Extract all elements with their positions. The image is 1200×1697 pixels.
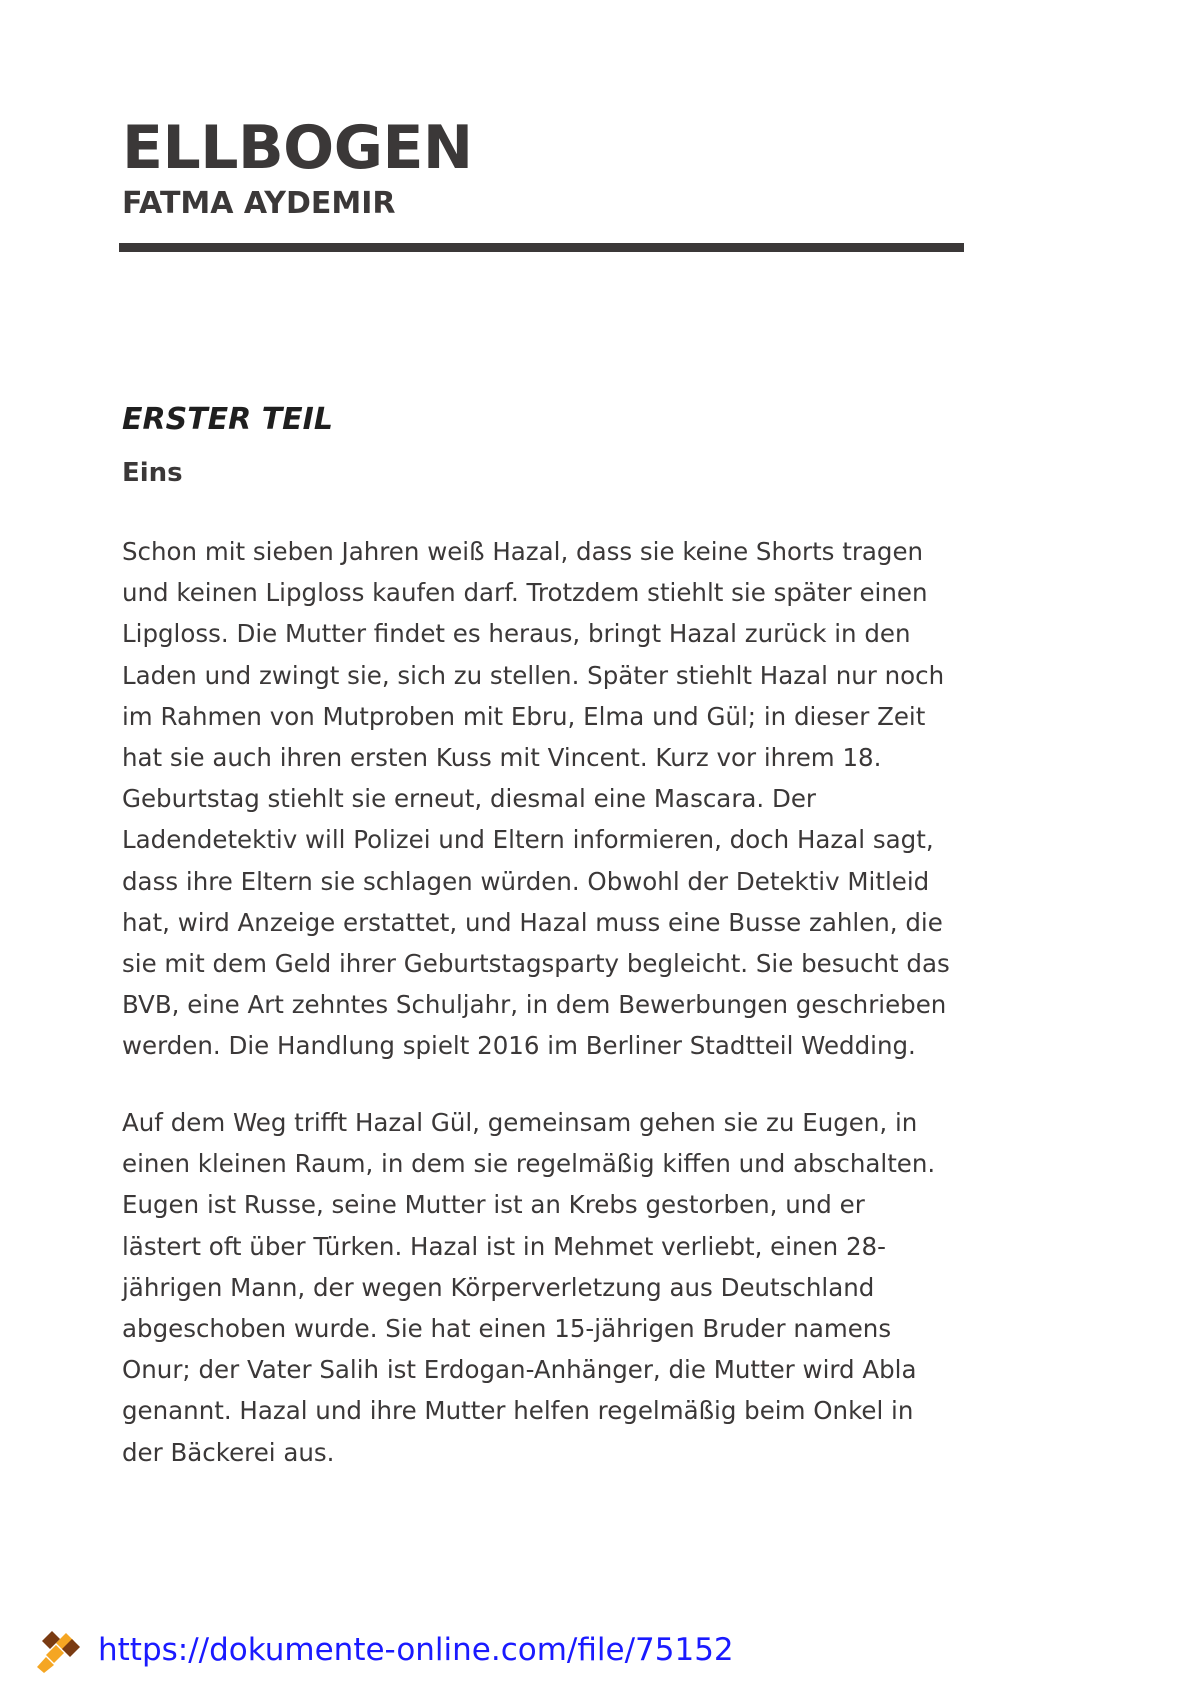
part-heading: ERSTER TEIL bbox=[122, 402, 333, 437]
source-footer bbox=[34, 1627, 734, 1673]
chapter-heading: Eins bbox=[122, 458, 183, 488]
document-title: ELLBOGEN bbox=[122, 113, 473, 183]
body-paragraph: Auf dem Weg trifft Hazal Gül, gemeinsam gehen sie zu Eugen, in einen kleinen Raum, in dem sie regelmäßig kiffen und abschalten. Eugen ist Russe, seine Mutter ist an Krebs gestorben, und er lästert oft über Türken. Hazal ist in Mehmet verliebt, einen 28- jährigen Mann, der wegen Körperverletzung aus Deutschland abgeschoben wurde. Sie hat einen 15-jährigen Bruder namens Onur; der Vater Salih ist Erdogan-Anhänger, die Mutter wird Abla genannt. Hazal und ihre Mutter helfen regelmäßig beim Onkel in der Bäckerei aus. bbox=[122, 1108, 936, 1467]
body-paragraph: Schon mit sieben Jahren weiß Hazal, dass sie keine Shorts tragen und keinen Lipgloss kaufen darf. Trotzdem stiehlt sie später einen Lipgloss. Die Mutter findet es heraus, bringt Hazal zurück in den Laden und zwingt sie, sich zu stellen. Später stiehlt Hazal nur noch im Rahmen von Mutproben mit Ebru, Elma und Gül; in dieser Zeit hat sie auch ihren ersten Kuss mit Vincent. Kurz vor ihrem 18. Geburtstag stiehlt sie erneut, diesmal eine Mascara. Der Ladendetektiv will Polizei und Eltern informieren, doch Hazal sagt, dass ihre Eltern sie schlagen würden. Obwohl der Detektiv Mitleid hat, wird Anzeige erstattet, und Hazal muss eine Busse zahlen, die sie mit dem Geld ihrer Geburtstagsparty begleicht. Sie besucht das BVB, eine Art zehntes Schuljahr, in dem Bewerbungen geschrieben werden. Die Handlung spielt 2016 im Berliner Stadtteil Wedding. bbox=[122, 537, 950, 1061]
source-url-link[interactable]: https://dokumente-online.com/file/75152 bbox=[98, 1632, 734, 1668]
document-author: FATMA AYDEMIR bbox=[122, 186, 396, 221]
title-divider bbox=[119, 243, 964, 252]
dokumente-online-logo-icon bbox=[34, 1627, 84, 1673]
